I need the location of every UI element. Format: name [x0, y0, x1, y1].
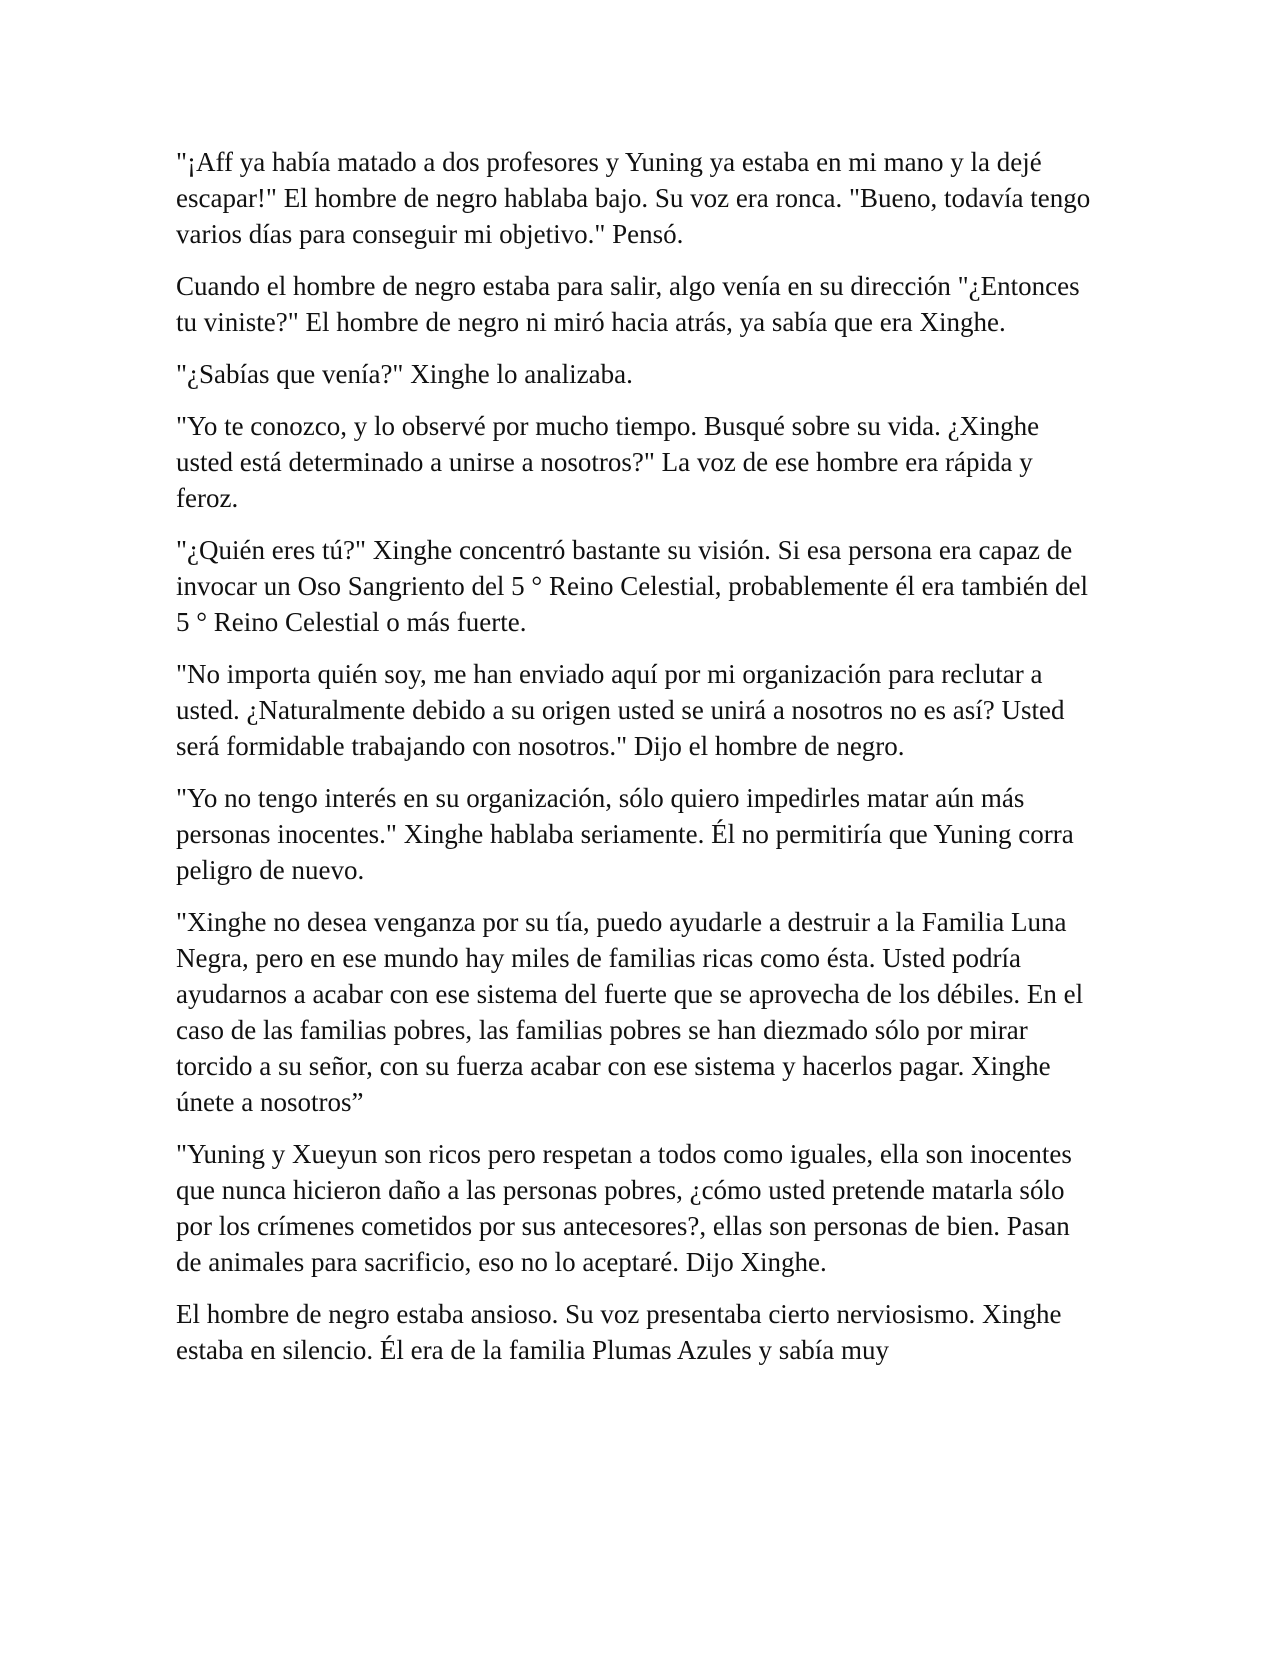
paragraph: "Yo no tengo interés en su organización, sólo quiero impedirles matar aún más personas inocentes." Xinghe hablaba seriamente. Él no permitiría que Yuning corra peligro de nuevo. [176, 783, 1074, 885]
paragraph: "¡Aff ya había matado a dos profesores y Yuning ya estaba en mi mano y la dejé escapar!" El hombre de negro hablaba bajo. Su voz era ronca. "Bueno, todavía tengo varios días para conseguir mi objetivo." Pensó. [176, 147, 1091, 249]
paragraph: El hombre de negro estaba ansioso. Su voz presentaba cierto nerviosismo. Xinghe estaba en silencio. Él era de la familia Plumas Azules y sabía muy [176, 1299, 1062, 1365]
paragraph: Cuando el hombre de negro estaba para salir, algo venía en su dirección "¿Entonces tu viniste?" El hombre de negro ni miró hacia atrás, ya sabía que era Xinghe. [176, 271, 1080, 337]
paragraph: "Yuning y Xueyun son ricos pero respetan a todos como iguales, ella son inocentes que nunca hicieron daño a las personas pobres, ¿cómo usted pretende matarla sólo por los crímenes cometidos por sus antecesores?, ellas son personas de bien. Pasan de animales para sacrificio, eso no lo aceptaré. Dijo Xinghe. [176, 1139, 1072, 1277]
paragraph: "¿Quién eres tú?" Xinghe concentró bastante su visión. Si esa persona era capaz de invocar un Oso Sangriento del 5 ° Reino Celestial, probablemente él era también del 5 ° Reino Celestial o más fuerte. [176, 535, 1089, 637]
paragraph: "No importa quién soy, me han enviado aquí por mi organización para reclutar a usted. ¿Naturalmente debido a su origen usted se unirá a nosotros no es así? Usted será formidable trabajando con nosotros." Dijo el hombre de negro. [176, 659, 1065, 761]
paragraph: "Xinghe no desea venganza por su tía, puedo ayudarle a destruir a la Familia Luna Negra, pero en ese mundo hay miles de familias ricas como ésta. Usted podría ayudarnos a acabar con ese sistema del fuerte que se aprovecha de los débiles. En el caso de las familias pobres, las familias pobres se han diezmado sólo por mirar torcido a su señor, con su fuerza acabar con ese sistema y hacerlos pagar. Xinghe únete a nosotros” [176, 907, 1084, 1117]
document-page [176, 144, 1101, 1384]
paragraph: "¿Sabías que venía?" Xinghe lo analizaba. [176, 359, 633, 389]
paragraph: "Yo te conozco, y lo observé por mucho tiempo. Busqué sobre su vida. ¿Xinghe usted está determinado a unirse a nosotros?" La voz de ese hombre era rápida y feroz. [176, 411, 1040, 513]
